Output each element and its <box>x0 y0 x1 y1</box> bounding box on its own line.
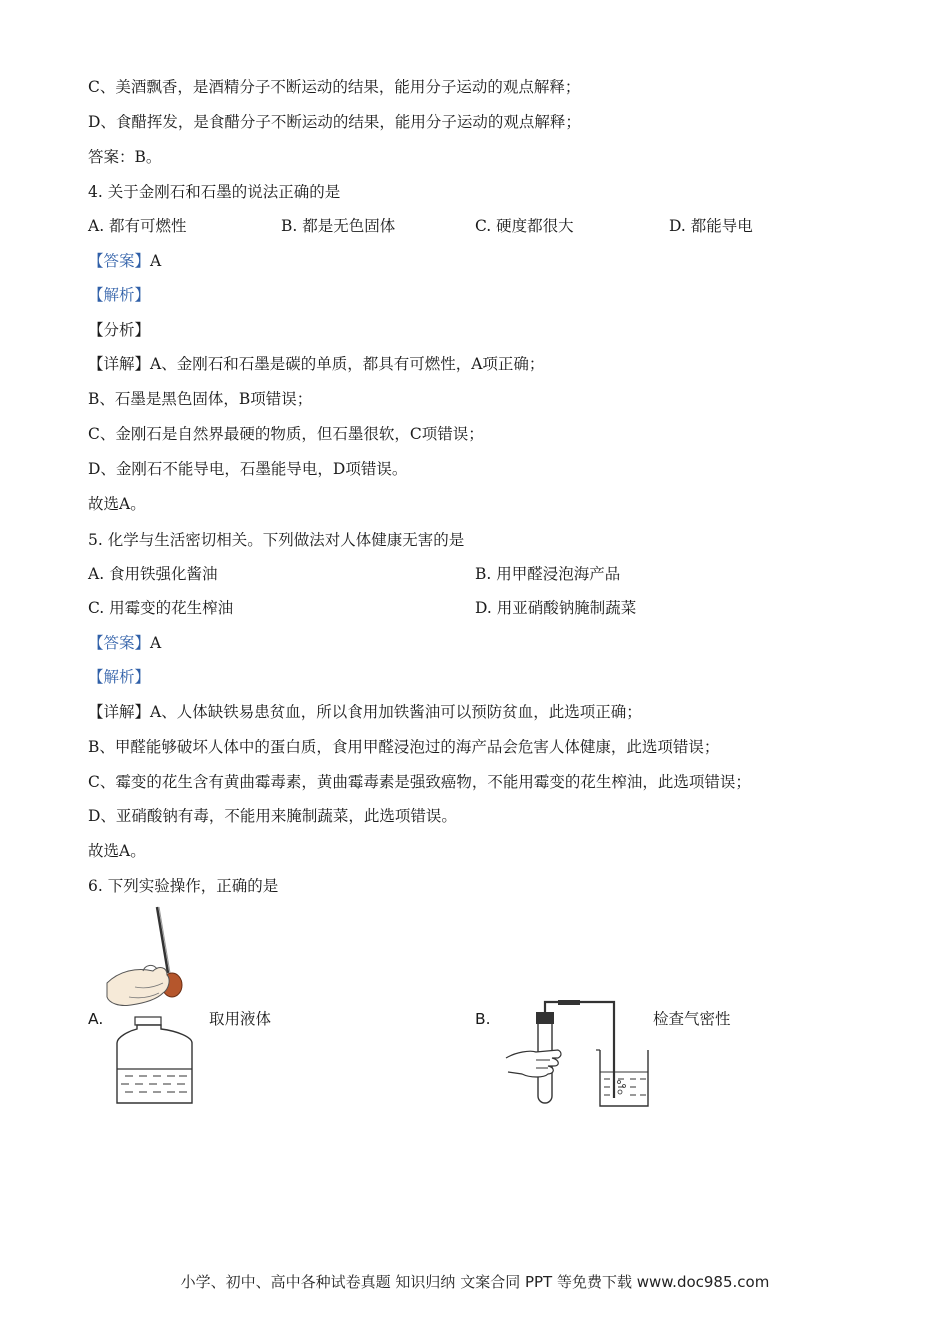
q5-stem: 5. 化学与生活密切相关。下列做法对人体健康无害的是 <box>88 531 465 549</box>
airtightness-figure <box>500 1000 660 1115</box>
q4-conclusion: 故选A。 <box>88 495 146 513</box>
q3-detail-d: D、食醋挥发，是食醋分子不断运动的结果，能用分子运动的观点解释； <box>88 113 581 131</box>
beaker <box>600 1050 648 1106</box>
q6-stem: 6. 下列实验操作，正确的是 <box>88 877 279 895</box>
q6-option-a-caption: 取用液体 <box>209 1010 272 1028</box>
q5-answer <box>88 633 161 653</box>
q4-stem: 4. 关于金刚石和石墨的说法正确的是 <box>88 183 341 201</box>
q5-analysis-tag: 【解析】 <box>88 668 151 686</box>
page-footer: 小学、初中、高中各种试卷真题 知识归纳 文案合同 PPT 等免费下载 www.doc985.com <box>180 1273 770 1291</box>
dropper-tube <box>157 907 168 973</box>
q5-conclusion: 故选A。 <box>88 842 146 860</box>
q4-option-a: A. 都有可燃性 <box>88 217 187 235</box>
answer-tag: 【答案】 <box>88 252 151 270</box>
q4-detail-c: C、金刚石是自然界最硬的物质，但石墨很软，C项错误； <box>88 425 484 443</box>
q5-detail-b: B、甲醛能够破坏人体中的蛋白质，食用甲醛浸泡过的海产品会危害人体健康，此选项错误； <box>88 738 720 756</box>
rubber-stopper <box>536 1012 554 1024</box>
detail-tag: 【详解】 <box>88 355 151 373</box>
q5-detail-a <box>88 702 642 722</box>
q4-option-c: C. 硬度都很大 <box>475 217 574 235</box>
q4-fenxi: 【分析】 <box>88 321 151 339</box>
hand-icon <box>107 968 169 1006</box>
q6-option-a-letter: A. <box>88 1010 104 1028</box>
q6-option-b-caption: 检查气密性 <box>653 1010 731 1028</box>
answer-value: A <box>150 252 162 270</box>
reagent-bottle <box>117 1025 192 1103</box>
detail-text: A、人体缺铁易患贫血，所以食用加铁酱油可以预防贫血，此选项正确； <box>150 703 642 721</box>
answer-value: A <box>150 634 162 652</box>
q4-detail-b: B、石墨是黑色固体，B项错误； <box>88 390 313 408</box>
q4-option-d: D. 都能导电 <box>669 217 753 235</box>
q5-option-a: A. 食用铁强化酱油 <box>88 565 218 583</box>
q5-option-b: B. 用甲醛浸泡海产品 <box>475 565 621 583</box>
q5-option-d: D. 用亚硝酸钠腌制蔬菜 <box>475 599 637 617</box>
q4-detail-d: D、金刚石不能导电，石墨能导电，D项错误。 <box>88 460 408 478</box>
q5-detail-c: C、霉变的花生含有黄曲霉毒素，黄曲霉毒素是强致癌物，不能用霉变的花生榨油，此选项错误； <box>88 773 751 791</box>
q3-answer: 答案：B。 <box>88 148 162 166</box>
dropper-liquid-figure <box>105 905 205 1110</box>
q5-option-c: C. 用霉变的花生榨油 <box>88 599 234 617</box>
detail-text: A、金刚石和石墨是碳的单质，都具有可燃性，A项正确； <box>150 355 545 373</box>
q3-detail-c: C、美酒飘香，是酒精分子不断运动的结果，能用分子运动的观点解释； <box>88 78 581 96</box>
detail-tag: 【详解】 <box>88 703 151 721</box>
q4-detail-a <box>88 354 544 374</box>
hand-icon <box>506 1050 561 1077</box>
q4-option-b: B. 都是无色固体 <box>281 217 396 235</box>
q5-detail-d: D、亚硝酸钠有毒，不能用来腌制蔬菜，此选项错误。 <box>88 807 457 825</box>
q4-answer <box>88 251 161 271</box>
q4-analysis-tag: 【解析】 <box>88 286 151 304</box>
answer-tag: 【答案】 <box>88 634 151 652</box>
q6-option-b-letter: B. <box>475 1010 491 1028</box>
